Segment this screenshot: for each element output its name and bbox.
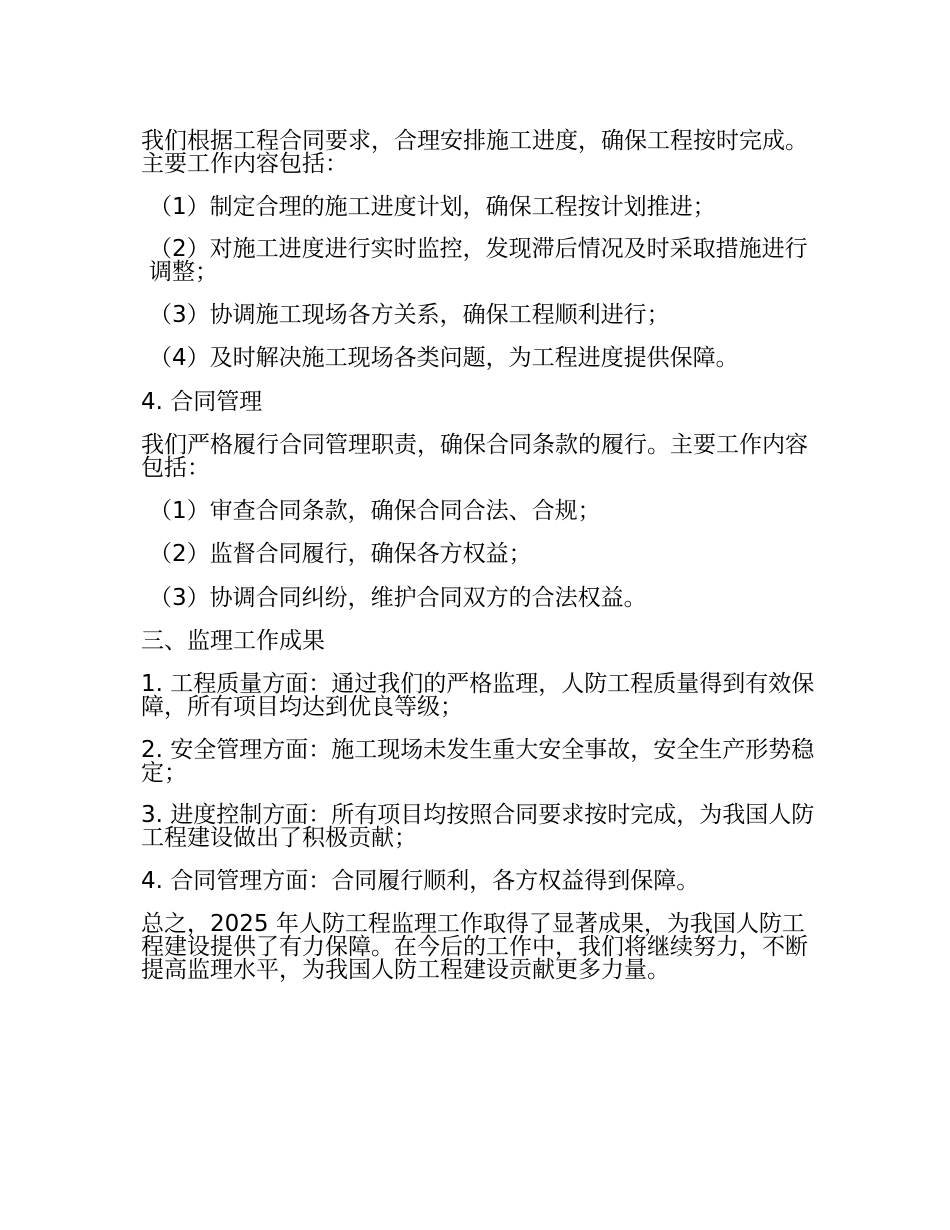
- list-item-contract-1: （1）审查合同条款，确保合同合法、合规；: [149, 498, 601, 524]
- result-safety: 2. 安全管理方面：施工现场未发生重大安全事故，安全生产形势稳定；: [141, 737, 815, 786]
- list-item-progress-4: （4）及时解决施工现场各类问题，为工程进度提供保障。: [149, 345, 739, 371]
- section-heading-results: 三、监理工作成果: [141, 628, 325, 654]
- section-heading-contract: 4. 合同管理: [141, 389, 263, 415]
- list-item-contract-2: （2）监督合同履行，确保各方权益；: [149, 541, 532, 567]
- result-contract: 4. 合同管理方面：合同履行顺利，各方权益得到保障。: [141, 868, 700, 894]
- result-progress: 3. 进度控制方面：所有项目均按照合同要求按时完成，为我国人防工程建设做出了积极贡献；: [141, 802, 815, 851]
- list-item-progress-2: （2）对施工进度进行实时监控，发现滞后情况及时采取措施进行调整；: [149, 236, 808, 285]
- paragraph-progress-intro: 我们根据工程合同要求，合理安排施工进度，确保工程按时完成。主要工作内容包括：: [141, 128, 808, 177]
- result-quality: 1. 工程质量方面：通过我们的严格监理，人防工程质量得到有效保障，所有项目均达到优良等级；: [141, 671, 815, 720]
- list-item-progress-1: （1）制定合理的施工进度计划，确保工程按计划推进；: [149, 194, 716, 220]
- list-item-contract-3: （3）协调合同纠纷，维护合同双方的合法权益。: [149, 585, 647, 611]
- list-item-progress-3: （3）协调施工现场各方关系，确保工程顺利进行；: [149, 302, 670, 328]
- paragraph-contract-intro: 我们严格履行合同管理职责，确保合同条款的履行。主要工作内容包括：: [141, 432, 808, 481]
- paragraph-conclusion: 总之，2025 年人防工程监理工作取得了显著成果，为我国人防工程建设提供了有力保障。在今后的工作中，我们将继续努力，不断提高监理水平，为我国人防工程建设贡献更多力量。: [141, 911, 808, 983]
